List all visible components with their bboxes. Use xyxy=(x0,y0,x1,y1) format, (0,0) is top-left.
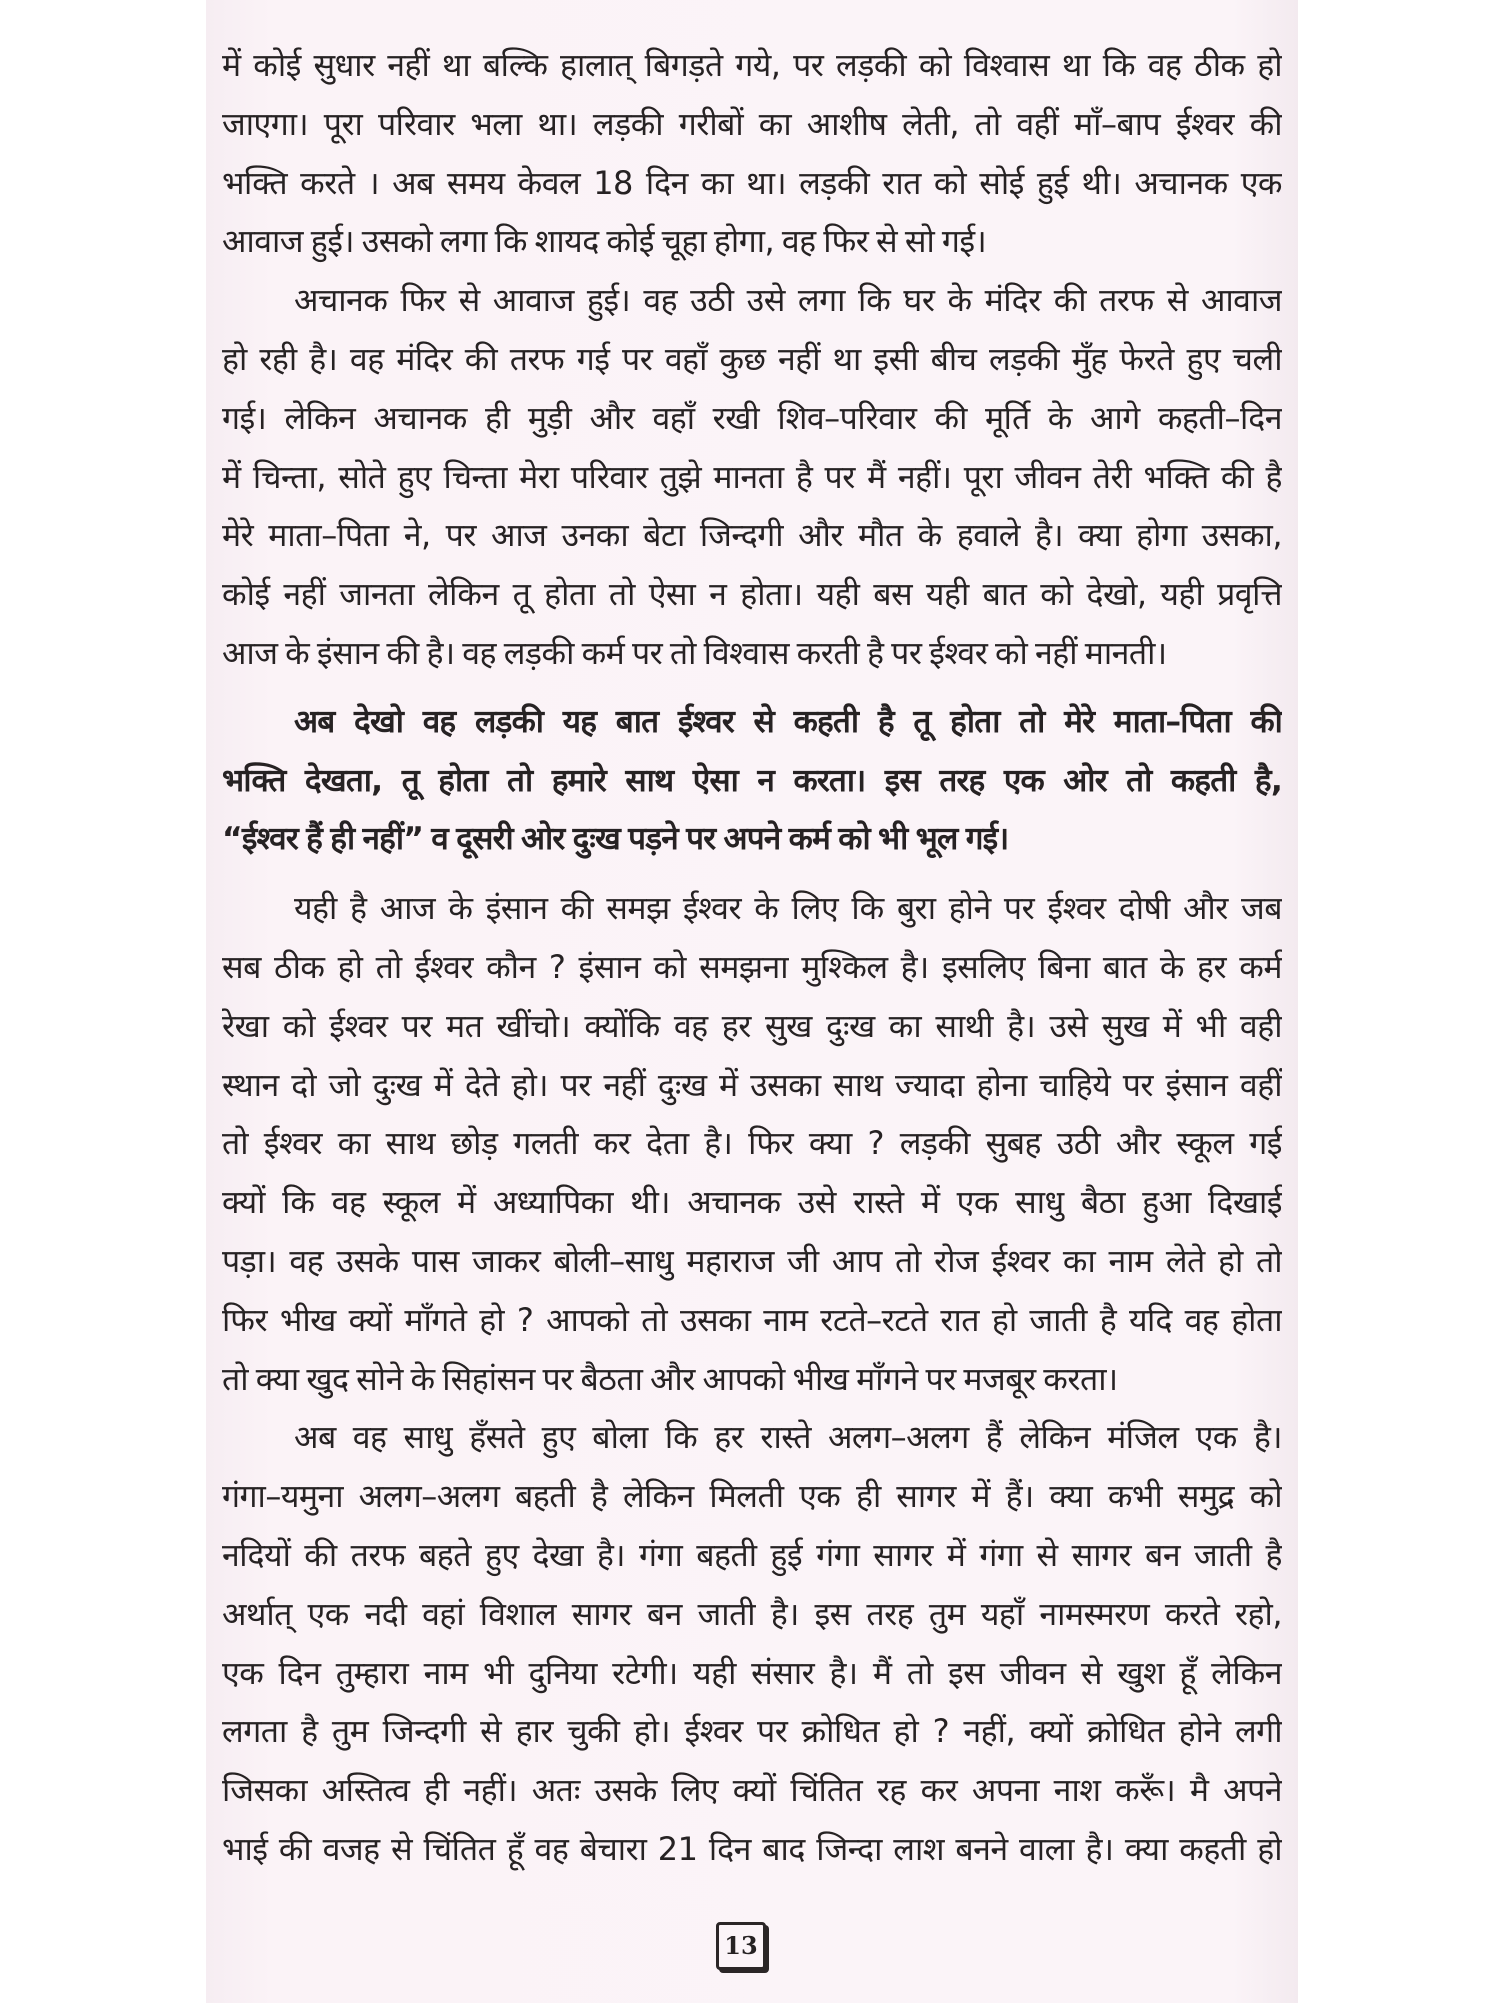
text-line: पड़ा। वह उसके पास जाकर बोली–साधु महाराज जी आप तो रोज ईश्वर का नाम लेते हो तो xyxy=(222,1241,1282,1280)
text-line: हो रही है। वह मंदिर की तरफ गई पर वहाँ कुछ नहीं था इसी बीच लड़की मुँह फेरते हुए चली xyxy=(222,339,1282,378)
text-line: सब ठीक हो तो ईश्वर कौन ? इंसान को समझना मुश्किल है। इसलिए बिना बात के हर कर्म xyxy=(222,947,1282,986)
text-line: क्यों कि वह स्कूल में अध्यापिका थी। अचानक उसे रास्ते में एक साधु बैठा हुआ दिखाई xyxy=(222,1183,1282,1222)
text-line: में चिन्ता, सोते हुए चिन्ता मेरा परिवार तुझे मानता है पर मैं नहीं। पूरा जीवन तेरी भक्ति की है xyxy=(222,457,1282,496)
bold-text-line: भक्ति देखता, तू होता तो हमारे साथ ऐसा न करता। इस तरह एक ओर तो कहती है, xyxy=(222,762,1282,799)
text-line: गई। लेकिन अचानक ही मुड़ी और वहाँ रखी शिव–परिवार की मूर्ति के आगे कहती–दिन xyxy=(222,398,1282,437)
text-line: भाई की वजह से चिंतित हूँ वह बेचारा 21 दिन बाद जिन्दा लाश बनने वाला है। क्या कहती हो xyxy=(222,1829,1282,1868)
text-line: अब वह साधु हँसते हुए बोला कि हर रास्ते अलग–अलग हैं लेकिन मंजिल एक है। xyxy=(294,1418,1282,1457)
text-line: आवाज हुई। उसको लगा कि शायद कोई चूहा होगा, वह फिर से सो गई। xyxy=(222,222,987,261)
text-line: जिसका अस्तित्व ही नहीं। अतः उसके लिए क्यों चिंतित रह कर अपना नाश करूँ। मै अपने xyxy=(222,1771,1282,1810)
text-line: एक दिन तुम्हारा नाम भी दुनिया रटेगी। यही संसार है। मैं तो इस जीवन से खुश हूँ लेकिन xyxy=(222,1653,1282,1692)
text-line: रेखा को ईश्वर पर मत खींचो। क्योंकि वह हर सुख दुःख का साथी है। उसे सुख में भी वही xyxy=(222,1006,1282,1045)
text-line: फिर भीख क्यों माँगते हो ? आपको तो उसका नाम रटते–रटते रात हो जाती है यदि वह होता xyxy=(222,1300,1282,1339)
text-line: यही है आज के इंसान की समझ ईश्वर के लिए कि बुरा होने पर ईश्वर दोषी और जब xyxy=(294,889,1282,928)
text-line: भक्ति करते । अब समय केवल 18 दिन का था। लड़की रात को सोई हुई थी। अचानक एक xyxy=(222,163,1282,202)
bold-text-line: अब देखो वह लड़की यह बात ईश्वर से कहती है तू होता तो मेरे माता–पिता की xyxy=(294,703,1282,740)
text-line: तो ईश्वर का साथ छोड़ गलती कर देता है। फिर क्या ? लड़की सुबह उठी और स्कूल गई xyxy=(222,1124,1282,1163)
body-text xyxy=(222,36,1282,1879)
text-line: नदियों की तरफ बहते हुए देखा है। गंगा बहती हुई गंगा सागर में गंगा से सागर बन जाती है xyxy=(222,1535,1282,1574)
text-line: में कोई सुधार नहीं था बल्कि हालात् बिगड़ते गये, पर लड़की को विश्वास था कि वह ठीक हो xyxy=(222,46,1282,84)
text-line: तो क्या खुद सोने के सिहांसन पर बैठता और आपको भीख माँगने पर मजबूर करता। xyxy=(222,1359,1118,1398)
text-line: गंगा–यमुना अलग–अलग बहती है लेकिन मिलती एक ही सागर में हैं। क्या कभी समुद्र को xyxy=(222,1477,1282,1516)
text-line: जाएगा। पूरा परिवार भला था। लड़की गरीबों का आशीष लेती, तो वहीं माँ–बाप ईश्वर की xyxy=(222,104,1282,143)
text-line: अर्थात् एक नदी वहां विशाल सागर बन जाती है। इस तरह तुम यहाँ नामस्मरण करते रहो, xyxy=(222,1594,1282,1633)
text-line: कोई नहीं जानता लेकिन तू होता तो ऐसा न होता। यही बस यही बात को देखो, यही प्रवृत्ति xyxy=(222,575,1282,614)
text-line: अचानक फिर से आवाज हुई। वह उठी उसे लगा कि घर के मंदिर की तरफ से आवाज xyxy=(294,281,1282,320)
page-number: 13 xyxy=(716,1922,766,1970)
bold-text-line: “ईश्वर हैं ही नहीं” व दूसरी ओर दुःख पड़ने पर अपने कर्म को भी भूल गई। xyxy=(222,821,1009,858)
text-line: मेरे माता–पिता ने, पर आज उनका बेटा जिन्दगी और मौत के हवाले है। क्या होगा उसका, xyxy=(222,516,1282,555)
text-line: स्थान दो जो दुःख में देते हो। पर नहीं दुःख में उसका साथ ज्यादा होना चाहिये पर इंसान वहीं xyxy=(222,1065,1282,1104)
text-line: लगता है तुम जिन्दगी से हार चुकी हो। ईश्वर पर क्रोधित हो ? नहीं, क्यों क्रोधित होने लगी xyxy=(222,1712,1282,1751)
text-line: आज के इंसान की है। वह लड़की कर्म पर तो विश्वास करती है पर ईश्वर को नहीं मानती। xyxy=(222,633,1167,672)
